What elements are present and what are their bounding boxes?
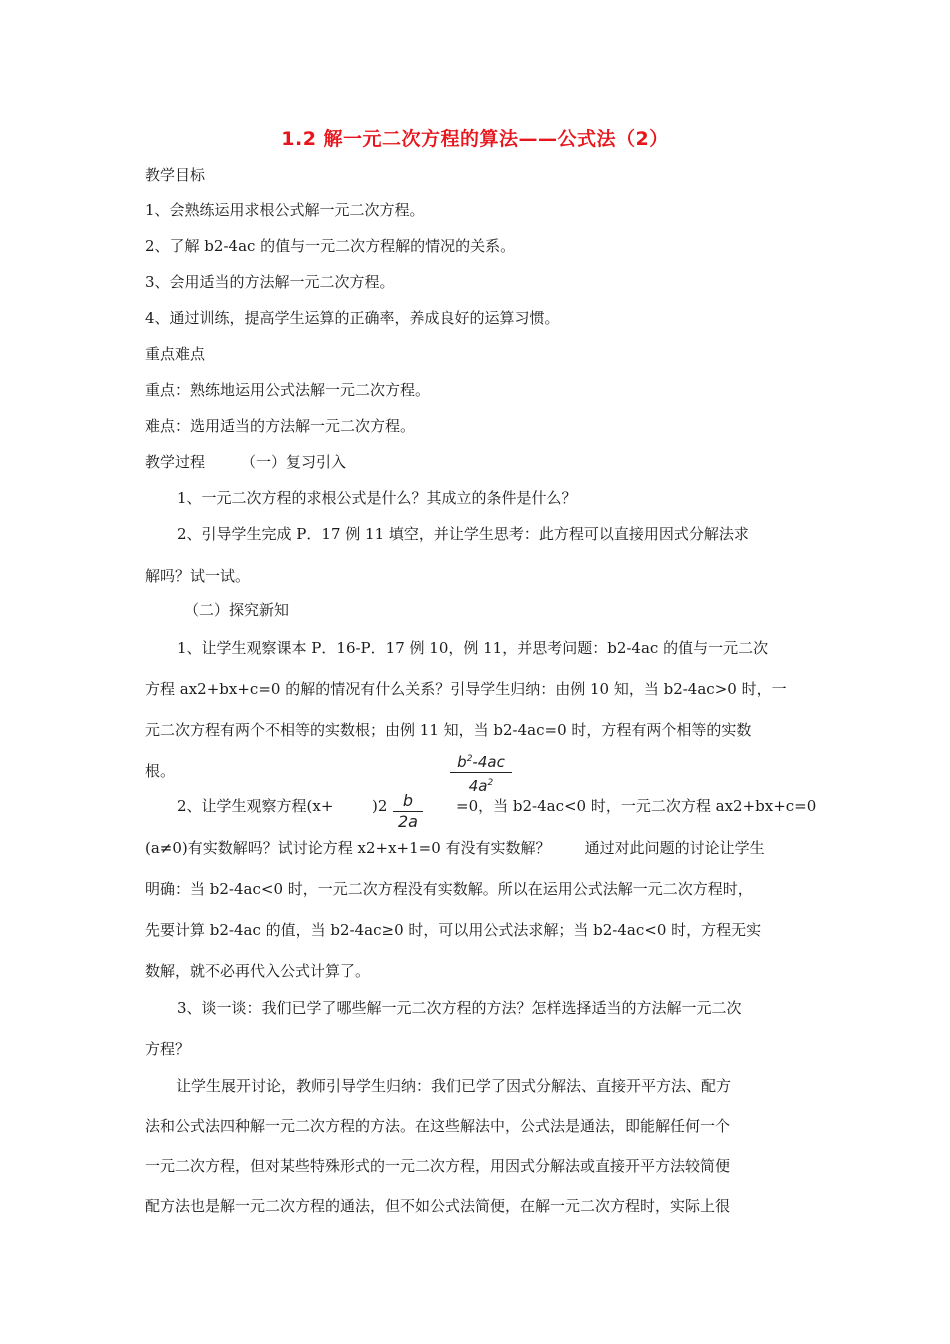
keypoints-heading: 重点难点 (145, 345, 206, 363)
process-heading: 教学过程 (145, 453, 206, 471)
fraction-numerator: b (402, 791, 414, 810)
explore-1-line-2: 方程 ax2+bx+c=0 的解的情况有什么关系？引导学生归纳：由例 10 知，当 b2-4ac>0 时，一 (145, 680, 787, 698)
explore-1-line-1: 1、让学生观察课本 P．16-P．17 例 10，例 11，并思考问题：b2-4ac 的值与一元二次 (177, 639, 769, 657)
difficult-point: 难点：选用适当的方法解一元二次方程。 (145, 417, 416, 435)
explore-2-line-4: 先要计算 b2-4ac 的值，当 b2-4ac≥0 时，可以用公式法求解；当 b2-4ac<0 时，方程无实 (145, 921, 762, 939)
explore-2-line-1-end: =0，当 b2-4ac<0 时，一元二次方程 ax2+bx+c=0 (456, 797, 817, 815)
document-title: 1.2 解一元二次方程的算法——公式法（2） (281, 128, 669, 150)
explore-3-line-1: 3、谈一谈：我们已学了哪些解一元二次方程的方法？怎样选择适当的方法解一元二次 (177, 999, 742, 1017)
explore-2-line-5: 数解，就不必再代入公式计算了。 (145, 962, 371, 980)
objective-3: 3、会用适当的方法解一元二次方程。 (145, 273, 395, 291)
objective-1: 1、会熟练运用求根公式解一元二次方程。 (145, 201, 425, 219)
half-b-fraction (393, 792, 423, 831)
review-question-1: 1、一元二次方程的求根公式是什么？其成立的条件是什么？ (177, 489, 577, 507)
section-explore-heading: （二）探究新知 (184, 601, 290, 619)
objective-4: 4、通过训练，提高学生运算的正确率，养成良好的运算习惯。 (145, 309, 560, 327)
explore-3-line-2: 方程？ (145, 1040, 191, 1058)
review-question-2-line-2: 解吗？试一试。 (145, 567, 251, 585)
explore-2-line-1-start (177, 796, 333, 816)
review-question-2-line-1: 2、引导学生完成 P．17 例 11 填空，并让学生思考：此方程可以直接用因式分解法求 (177, 525, 749, 543)
explore-2-line-2 (145, 838, 765, 858)
discussion-line-2: 法和公式法四种解一元二次方程的方法。在这些解法中，公式法是通法，即能解任何一个 (145, 1117, 731, 1135)
fraction-denominator: $4a^2$ (468, 777, 494, 795)
key-point: 重点：熟练地运用公式法解一元二次方程。 (145, 381, 431, 399)
fraction-denominator: 2a (398, 812, 418, 831)
explore-2-text-c: 通过对此问题的讨论让学生 (584, 839, 765, 857)
discriminant-fraction (450, 750, 512, 795)
explore-2-square: )2 (372, 797, 388, 815)
objectives-heading: 教学目标 (145, 166, 206, 184)
explore-2-text-b: (a≠0)有实数解吗？试讨论方程 x2+x+1=0 有没有实数解？ (145, 839, 551, 857)
process-heading-line (145, 452, 346, 472)
objective-2: 2、了解 b2-4ac 的值与一元二次方程解的情况的关系。 (145, 237, 516, 255)
discussion-line-1: 让学生展开讨论，教师引导学生归纳：我们已学了因式分解法、直接开平方法、配方 (176, 1077, 732, 1095)
explore-1-line-3: 元二次方程有两个不相等的实数根；由例 11 知，当 b2-4ac=0 时，方程有两个相等的实数 (145, 721, 752, 739)
discussion-line-4: 配方法也是解一元二次方程的通法，但不如公式法简便，在解一元二次方程时，实际上很 (145, 1197, 731, 1215)
explore-2-line-3: 明确：当 b2-4ac<0 时，一元二次方程没有实数解。所以在运用公式法解一元二次方程时， (145, 880, 753, 898)
explore-2-text-a: 2、让学生观察方程(x+ (177, 797, 334, 815)
fraction-numerator: $b^2-4ac$ (457, 753, 505, 771)
discussion-line-3: 一元二次方程，但对某些特殊形式的一元二次方程，用因式分解法或直接开平方法较简便 (145, 1157, 731, 1175)
section-review-heading: （一）复习引入 (241, 453, 347, 471)
explore-1-line-4: 根。 (145, 762, 176, 780)
fraction-bar (450, 772, 512, 773)
